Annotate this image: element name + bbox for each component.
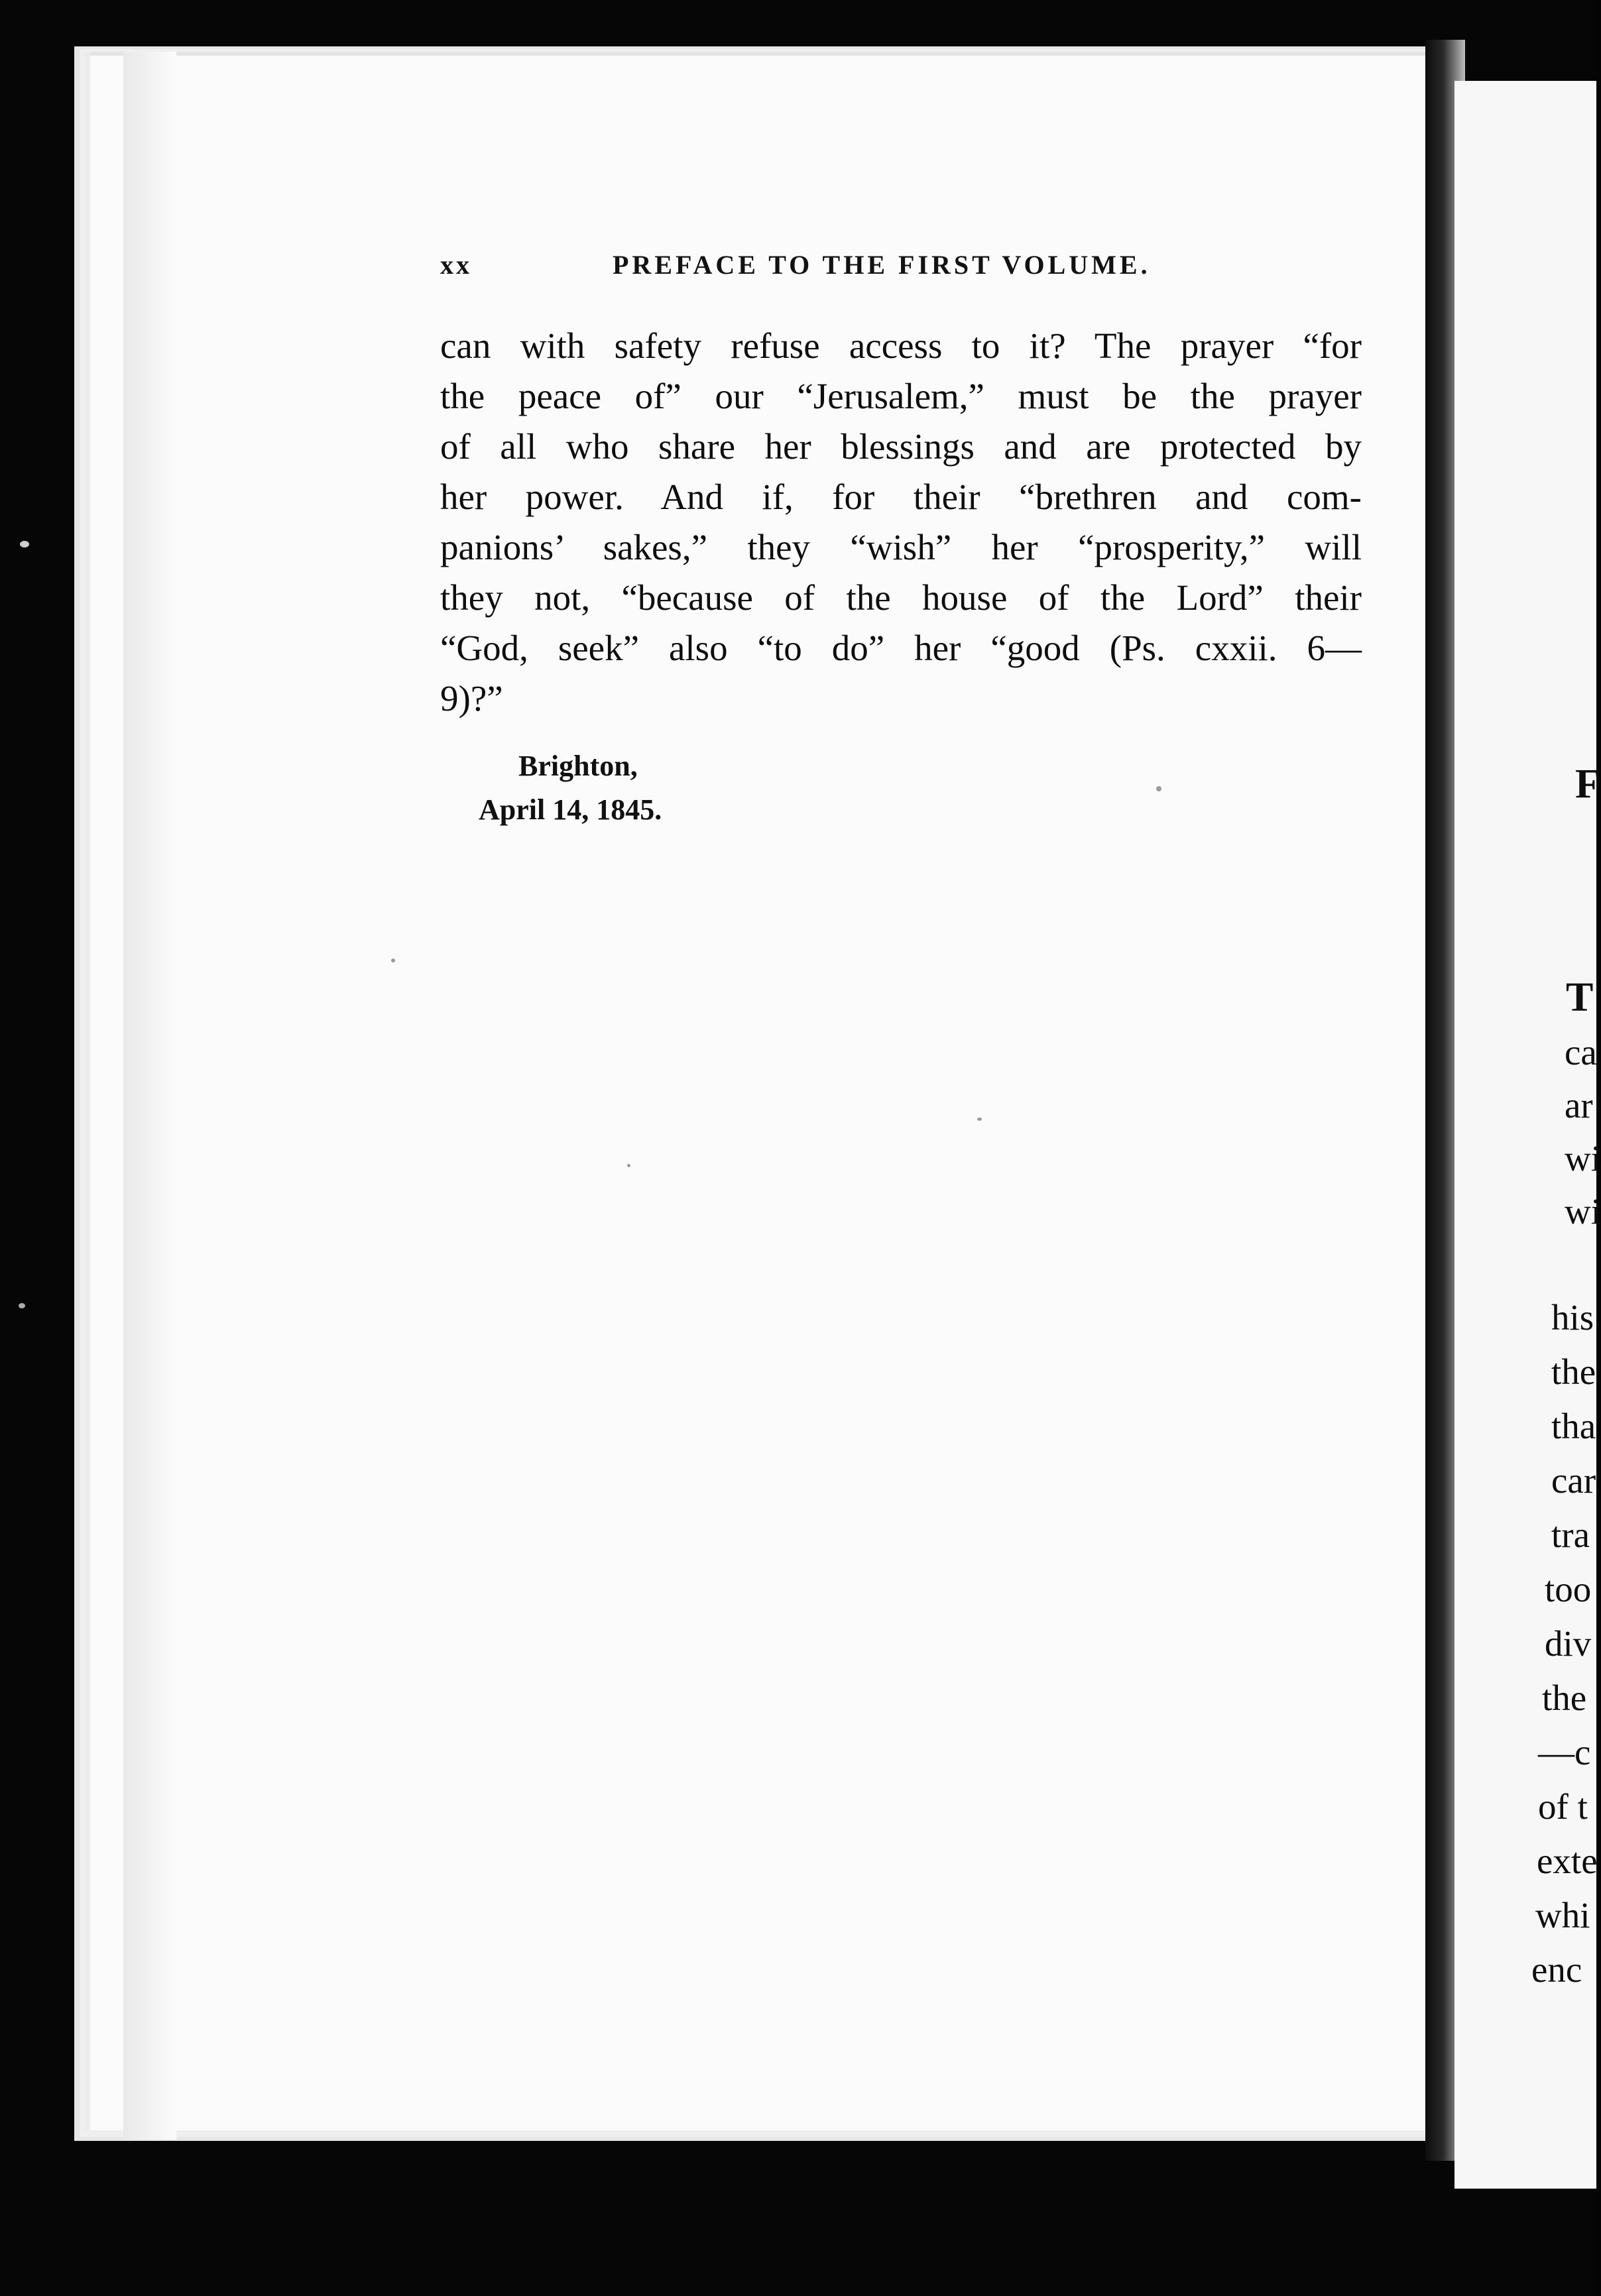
signature-place: Brighton,	[518, 750, 638, 782]
facing-page-fragment: car	[1551, 1460, 1596, 1501]
facing-page-fragment: ca	[1565, 1032, 1597, 1072]
facing-page-fragment: F	[1575, 762, 1600, 807]
text-line: 9)?”	[440, 678, 503, 718]
dust-speck	[19, 1303, 25, 1308]
facing-page-fragment: div	[1545, 1623, 1592, 1664]
text-line: “God, seek” also “to do” her “good (Ps. cxxii. 6—	[440, 628, 1362, 668]
facing-page-fragment: exte	[1537, 1841, 1598, 1881]
signature-date: April 14, 1845.	[479, 793, 662, 826]
facing-page-fragment: of t	[1538, 1786, 1588, 1827]
facing-page-fragment: —c	[1538, 1732, 1591, 1772]
text-line: can with safety refuse access to it? The prayer “for	[440, 325, 1362, 366]
dust-speck	[20, 541, 29, 547]
text-line: they not, “because of the house of the Lord” their	[440, 577, 1362, 618]
facing-page-fragment: his	[1551, 1297, 1594, 1338]
facing-page-fragment: T	[1566, 975, 1594, 1020]
page-number: xx	[440, 250, 472, 280]
body-paragraph	[440, 321, 1362, 724]
dust-speck	[391, 958, 395, 962]
dust-speck	[1156, 786, 1161, 791]
page-gutter-shadow	[123, 52, 176, 2140]
facing-page-fragment: whi	[1535, 1895, 1590, 1935]
text-line: the peace of” our “Jerusalem,” must be the prayer	[440, 376, 1362, 416]
facing-page-fragment: too	[1545, 1569, 1592, 1609]
dust-speck	[977, 1118, 982, 1121]
running-head-title: PREFACE TO THE FIRST VOLUME.	[613, 250, 1151, 280]
facing-page-fragment: wi	[1565, 1138, 1601, 1178]
text-line: of all who share her blessings and are protected by	[440, 426, 1362, 467]
text-line: panions’ sakes,” they “wish” her “prosperity,” will	[440, 527, 1362, 567]
facing-page-fragment: ar	[1565, 1085, 1593, 1125]
running-head	[440, 249, 1368, 282]
facing-page-fragment: tra	[1551, 1515, 1590, 1555]
text-line: her power. And if, for their “brethren and com-	[440, 477, 1362, 517]
facing-page-fragment: enc	[1531, 1949, 1582, 1990]
facing-page-fragment: the	[1542, 1678, 1587, 1718]
facing-page-fragment: tha	[1551, 1406, 1596, 1446]
facing-page-fragment: the	[1551, 1351, 1596, 1392]
dust-speck	[627, 1164, 630, 1167]
facing-page-fragment: wi	[1565, 1191, 1601, 1232]
